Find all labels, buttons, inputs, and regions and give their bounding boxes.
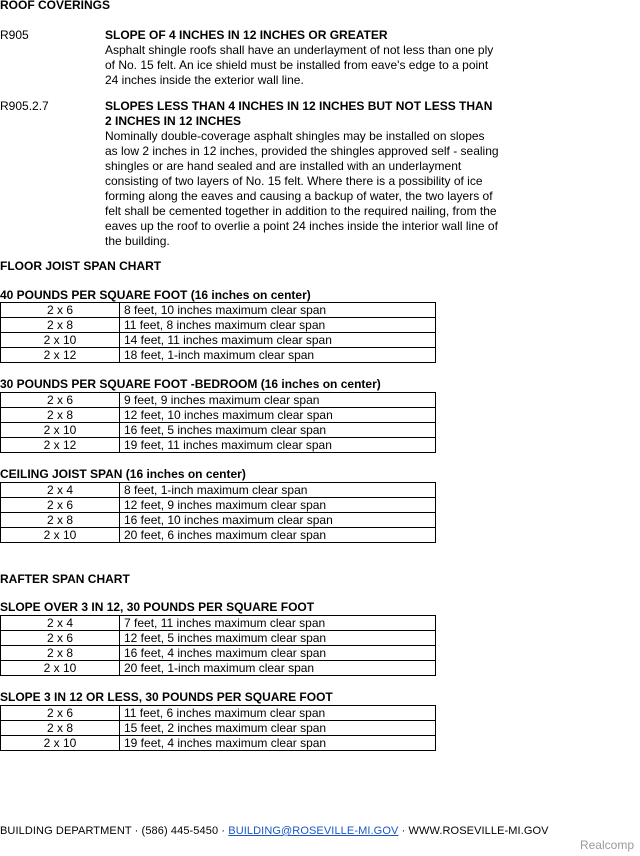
lumber-size-cell: 2 x 6 <box>1 498 120 513</box>
section-code-r905-2-7: R905.2.7 <box>0 99 49 113</box>
section-body-line: eaves up the roof to overlie a point 24 inches inside the interior wall line of <box>105 219 498 233</box>
span-value-cell: 15 feet, 2 inches maximum clear span <box>120 721 436 736</box>
table-row <box>1 528 436 543</box>
span-value-cell: 16 feet, 5 inches maximum clear span <box>120 423 436 438</box>
span-value-cell: 12 feet, 9 inches maximum clear span <box>120 498 436 513</box>
section-r905 <box>105 28 545 88</box>
table-row <box>1 661 436 676</box>
lumber-size-cell: 2 x 6 <box>1 706 120 721</box>
table-row <box>1 393 436 408</box>
rafter-span-title: RAFTER SPAN CHART <box>0 572 130 586</box>
span-value-cell: 20 feet, 1-inch maximum clear span <box>120 661 436 676</box>
lumber-size-cell: 2 x 8 <box>1 646 120 661</box>
span-value-cell: 14 feet, 11 inches maximum clear span <box>120 333 436 348</box>
lumber-size-cell: 2 x 8 <box>1 513 120 528</box>
table-row <box>1 423 436 438</box>
lumber-size-cell: 2 x 12 <box>1 438 120 453</box>
section-heading: SLOPE OF 4 INCHES IN 12 INCHES OR GREATER <box>105 28 388 42</box>
table-row <box>1 721 436 736</box>
section-body-line: Nominally double-coverage asphalt shingles may be installed on slopes <box>105 129 485 143</box>
table-row <box>1 616 436 631</box>
section-body-line: consisting of two layers of No. 15 felt. Where there is a possibility of ice <box>105 174 483 188</box>
lumber-size-cell: 2 x 10 <box>1 661 120 676</box>
section-heading: 2 INCHES IN 12 INCHES <box>105 114 242 128</box>
lumber-size-cell: 2 x 12 <box>1 348 120 363</box>
section-body-line: as low 2 inches in 12 inches, provided the shingles approved self - sealing <box>105 144 499 158</box>
table-heading: 30 POUNDS PER SQUARE FOOT -BEDROOM (16 inches on center) <box>0 377 381 391</box>
lumber-size-cell: 2 x 10 <box>1 333 120 348</box>
lumber-size-cell: 2 x 4 <box>1 483 120 498</box>
section-body-line: the building. <box>105 234 170 248</box>
table-row <box>1 736 436 751</box>
table-row <box>1 631 436 646</box>
table-row <box>1 513 436 528</box>
lumber-size-cell: 2 x 8 <box>1 721 120 736</box>
span-value-cell: 11 feet, 8 inches maximum clear span <box>120 318 436 333</box>
span-table-rafter-3-in-12-or-less <box>0 705 436 751</box>
span-value-cell: 8 feet, 10 inches maximum clear span <box>120 303 436 318</box>
lumber-size-cell: 2 x 6 <box>1 393 120 408</box>
span-table-rafter-over-3-in-12 <box>0 615 436 676</box>
table-row <box>1 408 436 423</box>
table-row <box>1 348 436 363</box>
table-row <box>1 706 436 721</box>
section-code-r905: R905 <box>0 28 29 42</box>
table-row <box>1 483 436 498</box>
lumber-size-cell: 2 x 4 <box>1 616 120 631</box>
span-value-cell: 19 feet, 11 inches maximum clear span <box>120 438 436 453</box>
table-row <box>1 646 436 661</box>
span-value-cell: 11 feet, 6 inches maximum clear span <box>120 706 436 721</box>
lumber-size-cell: 2 x 10 <box>1 736 120 751</box>
section-body-line: of No. 15 felt. An ice shield must be installed from eave's edge to a point <box>105 58 489 72</box>
span-value-cell: 16 feet, 10 inches maximum clear span <box>120 513 436 528</box>
lumber-size-cell: 2 x 8 <box>1 318 120 333</box>
span-value-cell: 16 feet, 4 inches maximum clear span <box>120 646 436 661</box>
section-r905-2-7 <box>105 99 545 249</box>
table-heading: CEILING JOIST SPAN (16 inches on center) <box>0 467 246 481</box>
lumber-size-cell: 2 x 10 <box>1 528 120 543</box>
footer-prefix: BUILDING DEPARTMENT · (586) 445-5450 · <box>0 825 229 837</box>
table-heading: SLOPE OVER 3 IN 12, 30 POUNDS PER SQUARE FOOT <box>0 600 315 614</box>
section-body-line: 24 inches inside the exterior wall line. <box>105 73 304 87</box>
email-link[interactable]: BUILDING@ROSEVILLE-MI.GOV <box>228 825 399 837</box>
table-row <box>1 303 436 318</box>
section-body-line: felt shall be cemented together in addition to the required nailing, from the <box>105 204 497 218</box>
section-body-line: shingles or are hand sealed and are installed with an underlayment <box>105 159 462 173</box>
span-table-floor-40psf <box>0 302 436 363</box>
lumber-size-cell: 2 x 6 <box>1 303 120 318</box>
roof-coverings-title: ROOF COVERINGS <box>0 0 111 12</box>
section-heading: SLOPES LESS THAN 4 INCHES IN 12 INCHES BUT NOT LESS THAN <box>105 99 493 113</box>
footer-contact <box>0 825 549 837</box>
table-row <box>1 498 436 513</box>
floor-joist-title: FLOOR JOIST SPAN CHART <box>0 259 162 273</box>
span-value-cell: 12 feet, 10 inches maximum clear span <box>120 408 436 423</box>
table-row <box>1 318 436 333</box>
span-table-ceiling-joist <box>0 482 436 543</box>
span-value-cell: 18 feet, 1-inch maximum clear span <box>120 348 436 363</box>
section-body-line: Asphalt shingle roofs shall have an underlayment of not less than one ply <box>105 43 494 57</box>
watermark: Realcomp <box>579 838 634 852</box>
span-table-floor-30psf-bedroom <box>0 392 436 453</box>
span-value-cell: 8 feet, 1-inch maximum clear span <box>120 483 436 498</box>
span-value-cell: 20 feet, 6 inches maximum clear span <box>120 528 436 543</box>
span-value-cell: 19 feet, 4 inches maximum clear span <box>120 736 436 751</box>
section-body-line: forming along the eaves and causing a backup of water, the two layers of <box>105 189 493 203</box>
table-row <box>1 438 436 453</box>
span-value-cell: 7 feet, 11 inches maximum clear span <box>120 616 436 631</box>
table-heading: 40 POUNDS PER SQUARE FOOT (16 inches on center) <box>0 288 311 302</box>
table-heading: SLOPE 3 IN 12 OR LESS, 30 POUNDS PER SQUARE FOOT <box>0 690 333 704</box>
footer-website: · WWW.ROSEVILLE-MI.GOV <box>398 825 549 837</box>
lumber-size-cell: 2 x 8 <box>1 408 120 423</box>
lumber-size-cell: 2 x 10 <box>1 423 120 438</box>
lumber-size-cell: 2 x 6 <box>1 631 120 646</box>
span-value-cell: 12 feet, 5 inches maximum clear span <box>120 631 436 646</box>
table-row <box>1 333 436 348</box>
span-value-cell: 9 feet, 9 inches maximum clear span <box>120 393 436 408</box>
